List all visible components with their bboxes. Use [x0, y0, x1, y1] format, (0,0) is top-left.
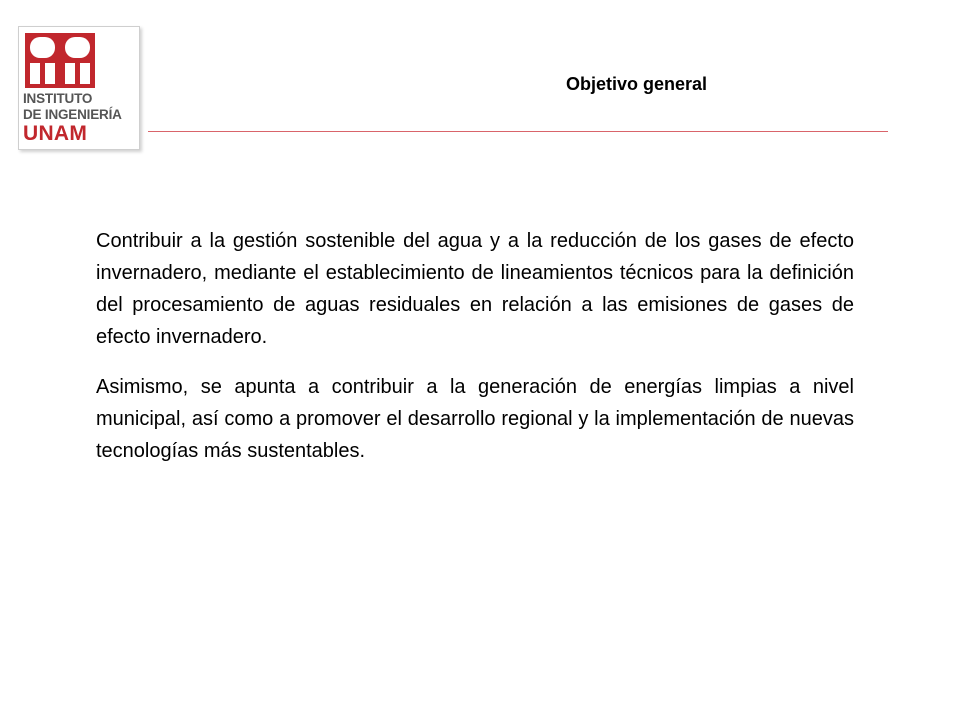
institute-emblem-icon [25, 33, 95, 88]
logo-line-unam: UNAM [23, 122, 88, 145]
slide-title: Objetivo general [566, 74, 708, 94]
additional-objective-paragraph: Asimismo, se apunta a contribuir a la generación de energías limpias a nivel municipal, así como a promover el desarrollo regional y la implementación de nuevas tecnologías más sustentables. [96, 376, 854, 462]
objective-paragraph: Contribuir a la gestión sostenible del agua y a la reducción de los gases de efecto invernadero, mediante el establecimiento de lineamientos técnicos para la definición del procesamiento de aguas residuales en relación a las emisiones de gases de efecto invernadero. [96, 230, 854, 348]
logo-text [23, 91, 122, 145]
slide-body [96, 225, 854, 467]
title-divider [148, 131, 888, 132]
institute-logo [18, 26, 140, 150]
logo-line-ingenieria: DE INGENIERÍA [23, 107, 122, 122]
logo-line-instituto: INSTITUTO [23, 91, 93, 106]
